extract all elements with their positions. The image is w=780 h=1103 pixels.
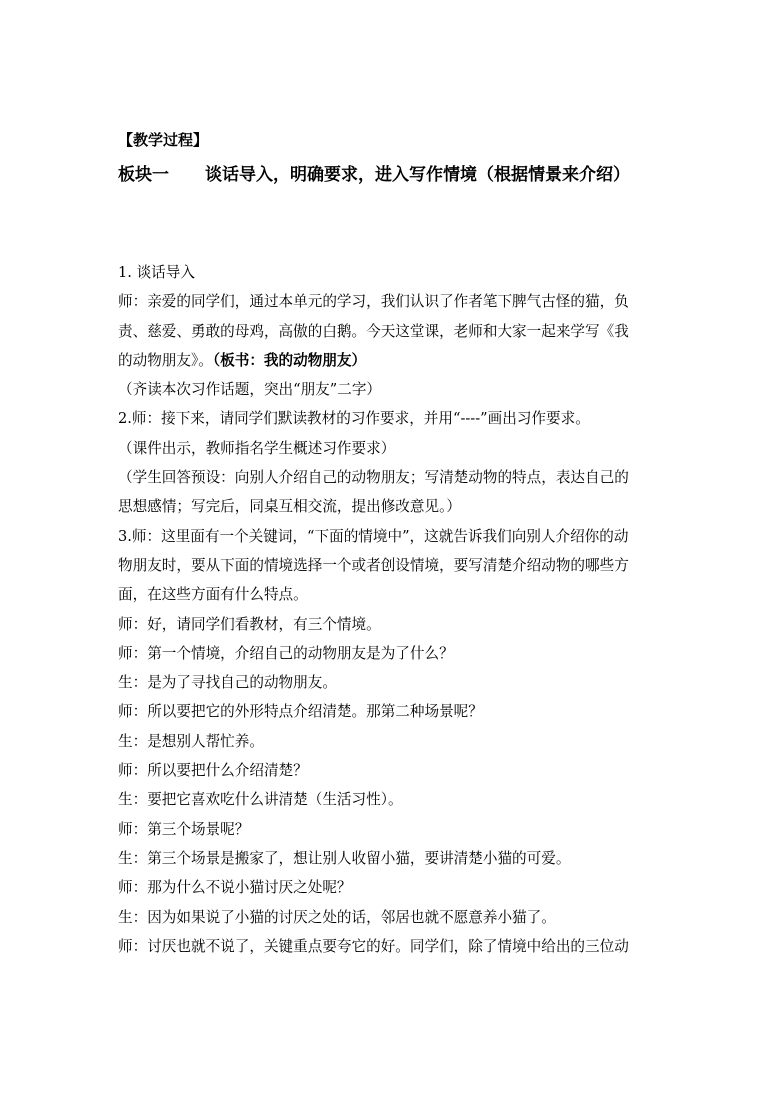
body-line: 师：亲爱的同学们，通过本单元的学习，我们认识了作者笔下脾气古怪的猫，负	[118, 293, 629, 311]
heading-title: 谈话导入，明确要求，进入写作情境（根据情景来介绍）	[205, 165, 630, 185]
body-line: （学生回答预设：向别人介绍自己的动物朋友；写清楚动物的特点，表达自己的	[118, 469, 629, 487]
body-line: 师：第三个场景呢？	[118, 820, 250, 838]
body-line: 生：是为了寻找自己的动物朋友。	[118, 674, 337, 692]
board-note: （板书：我的动物朋友）	[212, 351, 367, 369]
section-label: 【教学过程】	[118, 131, 209, 149]
body-line: 物朋友时，要从下面的情境选择一个或者创设情境，要写清楚介绍动物的哪些方	[118, 556, 629, 574]
body-line: 面，在这些方面有什么特点。	[118, 586, 308, 604]
body-line: 责、慈爱、勇敢的母鸡，高傲的白鹅。今天这堂课，老师和大家一起来学写《我	[118, 322, 629, 340]
body-line-text: 的动物朋友》。	[118, 351, 213, 369]
body-line: 师：第一个情境，介绍自己的动物朋友是为了什么？	[118, 644, 454, 662]
body-line	[118, 346, 664, 375]
body-line: 生：是想别人帮忙养。	[118, 732, 264, 750]
body-line: 师：好，请同学们看教材，有三个情境。	[118, 615, 381, 633]
body-line: 师：那为什么不说小猫讨厌之处呢？	[118, 879, 352, 897]
body-line: 师：讨厌也就不说了，关键重点要夸它的好。同学们，除了情境中给出的三位动	[118, 937, 629, 955]
body-line: （齐读本次习作话题，突出“朋友”二字）	[118, 381, 382, 399]
body-line: 3.师：这里面有一个关键词，“下面的情境中”，这就告诉我们向别人介绍你的动	[118, 527, 629, 545]
body-line: 师：所以要把什么介绍清楚？	[118, 762, 308, 780]
body-line: 师：所以要把它的外形特点介绍清楚。那第二种场景呢？	[118, 703, 483, 721]
body-line: 1. 谈话导入	[118, 264, 195, 281]
body-line: 生：因为如果说了小猫的讨厌之处的话，邻居也就不愿意养小猫了。	[118, 908, 556, 926]
lesson-body	[118, 258, 664, 961]
body-line: 2.师：接下来，请同学们默读教材的习作要求，并用“----”画出习作要求。	[118, 410, 590, 428]
body-line: 生：第三个场景是搬家了，想让别人收留小猫，要讲清楚小猫的可爱。	[118, 849, 571, 867]
body-line: 生：要把它喜欢吃什么讲清楚（生活习性）。	[118, 791, 403, 809]
heading-part: 板块一	[118, 165, 169, 185]
block-heading	[118, 163, 630, 187]
body-line: 思想感情；写完后，同桌互相交流，提出修改意见。）	[118, 498, 461, 516]
body-line: （课件出示，教师指名学生概述习作要求）	[118, 439, 396, 457]
